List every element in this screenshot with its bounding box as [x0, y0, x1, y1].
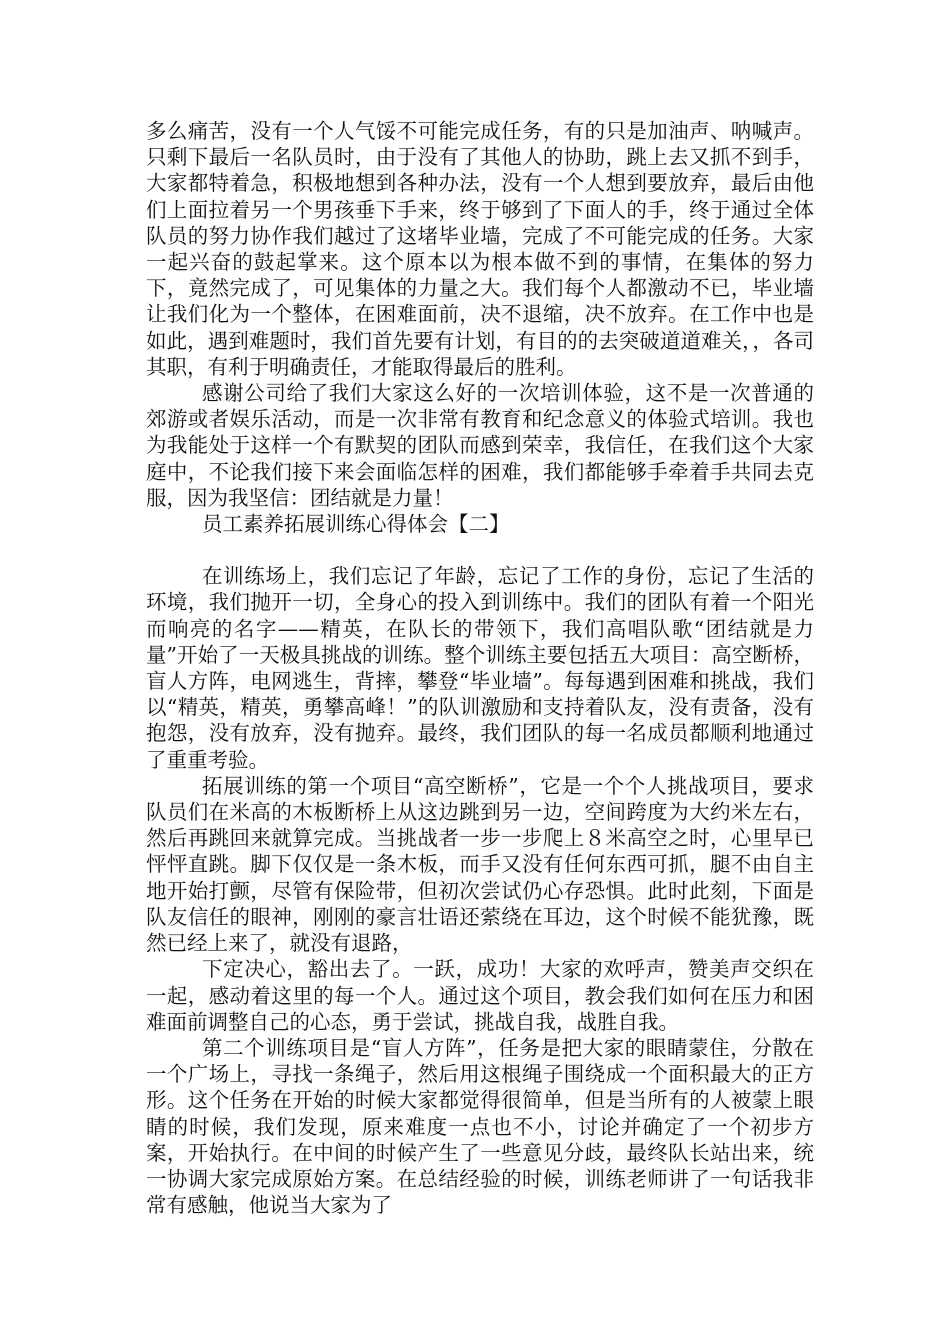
paragraph-1: 多么痛苦，没有一个人气馁不可能完成任务，有的只是加油声、呐喊声。只剩下最后一名队员时，由于没有了其他人的协助，跳上去又抓不到手，大家都特着急，积极地想到各种办法，没有一个人想到要放弃，最后由他们上面拉着另一个男孩垂下手来，终于够到了下面人的手，终于通过全体队员的努力协作我们越过了这堵毕业墙，完成了不可能完成的任务。大家一起兴奋的鼓起掌来。这个原本以为根本做不到的事情，在集体的努力下，竟然完成了，可见集体的力量之大。我们每个人都激动不已，毕业墙让我们化为一个整体，在困难面前，决不退缩，决不放弃。在工作中也是如此，遇到难题时，我们首先要有计划，有目的的去突破道道难关，，各司其职，有利于明确责任，才能取得最后的胜利。 — [146, 119, 814, 379]
blank-line — [146, 537, 814, 563]
paragraph-2: 感谢公司给了我们大家这么好的一次培训体验，这不是一次普通的郊游或者娱乐活动，而是一次非常有教育和纪念意义的体验式培训。我也为我能处于这样一个有默契的团队而感到荣幸，我信任，在我们这个大家庭中，不论我们接下来会面临怎样的困难，我们都能够手牵着手共同去克服，因为我坚信：团结就是力量！ — [146, 381, 814, 510]
paragraph-4: 拓展训练的第一个项目“高空断桥”，它是一个个人挑战项目，要求队员们在米高的木板断桥上从这边跳到另一边，空间跨度为大约米左右，然后再跳回来就算完成。当挑战者一步一步爬上８米高空之时，心里早已怦怦直跳。脚下仅仅是一条木板，而手又没有任何东西可抓，腿不由自主地开始打颤，尽管有保险带，但初次尝试仍心存恐惧。此时此刻，下面是队友信任的眼神，刚刚的豪言壮语还萦绕在耳边，这个时候不能犹豫，既然已经上来了，就没有退路， — [146, 773, 814, 956]
document-body — [146, 118, 814, 1218]
section-heading: 员工素养拓展训练心得体会【二】 — [202, 512, 510, 537]
paragraph-5: 下定决心，豁出去了。一跃，成功！大家的欢呼声，赞美声交织在一起，感动着这里的每一个人。通过这个项目，教会我们如何在压力和困难面前调整自己的心态，勇于尝试，挑战自我，战胜自我。 — [146, 957, 814, 1034]
paragraph-3: 在训练场上，我们忘记了年龄，忘记了工作的身份，忘记了生活的环境，我们抛开一切，全身心的投入到训练中。我们的团队有着一个阳光而响亮的名字——精英，在队长的带领下，我们高唱队歌“团结就是力量”开始了一天极具挑战的训练。整个训练主要包括五大项目：高空断桥，盲人方阵，电网逃生，背摔，攀登“毕业墙”。每每遇到困难和挑战，我们以“精英，精英，勇攀高峰！”的队训激励和支持着队友，没有责备，没有抱怨，没有放弃，没有抛弃。最终，我们团队的每一名成员都顺利地通过了重重考验。 — [146, 564, 814, 772]
paragraph-6: 第二个训练项目是“盲人方阵”，任务是把大家的眼睛蒙住，分散在一个广场上，寻找一条绳子，然后用这根绳子围绕成一个面积最大的正方形。这个任务在开始的时候大家都觉得很简单，但是当所有的人被蒙上眼睛的时候，我们发现，原来难度一点也不小，讨论并确定了一个初步方案，开始执行。在中间的时候产生了一些意见分歧，最终队长站出来，统一协调大家完成原始方案。在总结经验的时候，训练老师讲了一句话我非常有感触，他说当大家为了 — [146, 1035, 814, 1218]
